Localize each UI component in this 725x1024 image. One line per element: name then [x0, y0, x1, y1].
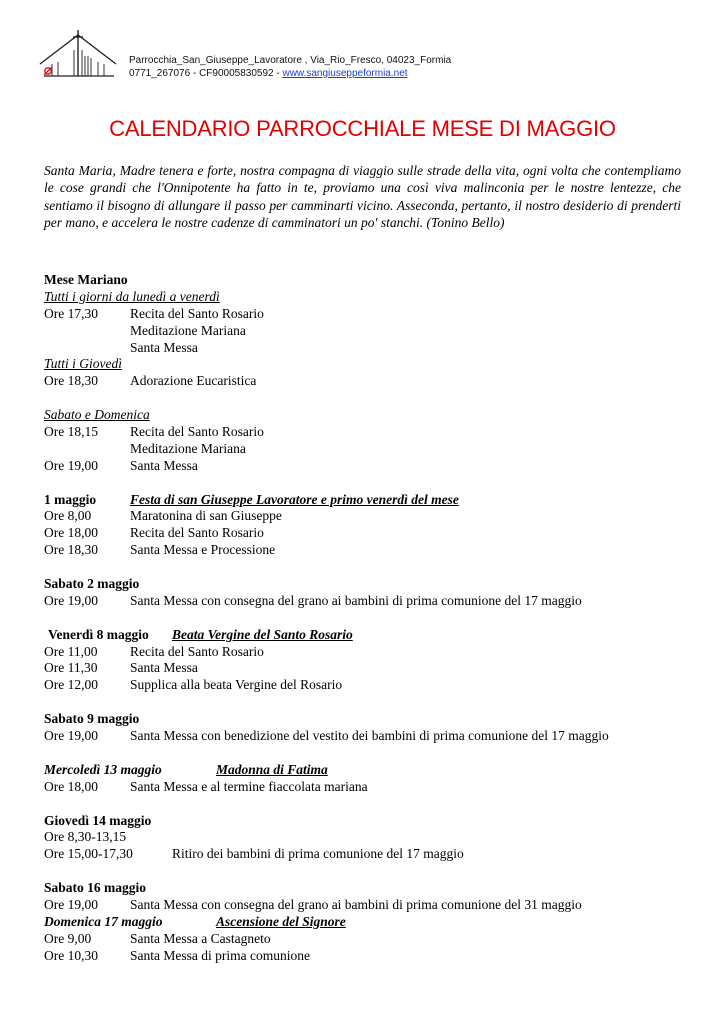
- time: Ore 11,00: [44, 643, 98, 659]
- event-text: Santa Messa: [130, 660, 198, 676]
- feast-title: Beata Vergine del Santo Rosario: [172, 626, 353, 642]
- feast-title: Festa di san Giuseppe Lavoratore e primo venerdì del mese: [130, 491, 459, 507]
- event-text: Maratonina di san Giuseppe: [130, 508, 282, 524]
- event-text: Santa Messa e Processione: [130, 542, 276, 558]
- date: Domenica 17 maggio: [44, 913, 163, 929]
- event-text: Recita del Santo Rosario: [130, 305, 264, 321]
- event-text: Santa Messa e al termine fiaccolata mariana: [130, 778, 368, 794]
- time: Ore 19,00: [44, 592, 98, 608]
- thursday-heading: Tutti i Giovedì: [44, 356, 123, 372]
- time: Ore 18,00: [44, 525, 98, 541]
- time: Ore 18,15: [44, 424, 98, 440]
- page-title: CALENDARIO PARROCCHIALE MESE DI MAGGIO: [109, 116, 616, 141]
- event-text: Santa Messa a Castagneto: [130, 930, 271, 946]
- event-text: Santa Messa con consegna del grano ai bambini di prima comunione del 17 maggio: [130, 592, 582, 608]
- date: Mercoledì 13 maggio: [44, 761, 162, 777]
- intro-quote: Santa Maria, Madre tenera e forte, nostra compagna di viaggio sulle strade della vita, ogni volta che contempliamo le cose grandi che l'Onnipotente ha fatto in te, proviamo una così viva malinconia per le nostre lentezze, che sentiamo il bisogno di allungare il passo per camminarti vicino. Asseconda, pertanto, il nostro desiderio di prenderti per mano, e accelera le nostre cadenze di camminatori un po' stanchi. (Tonino Bello): [44, 163, 681, 231]
- time: Ore 8,00: [44, 508, 92, 524]
- event-text: Meditazione Mariana: [130, 322, 246, 338]
- mariano-heading: Mese Mariano: [44, 272, 128, 287]
- time: Ore 19,00: [44, 896, 98, 912]
- event-text: Recita del Santo Rosario: [130, 424, 264, 440]
- schedule: [44, 272, 694, 965]
- parish-address: Parrocchia_San_Giuseppe_Lavoratore , Via_Rio_Fresco, 04023_Formia: [129, 55, 452, 66]
- event-text: Recita del Santo Rosario: [130, 643, 264, 659]
- event-text: Ritiro dei bambini di prima comunione del 17 maggio: [172, 846, 464, 862]
- date: Venerdì 8 maggio: [48, 626, 149, 642]
- event-text: Meditazione Mariana: [130, 440, 246, 456]
- weekdays-heading: Tutti i giorni da lunedì a venerdì: [44, 288, 220, 304]
- time: Ore 10,30: [44, 947, 98, 963]
- time: Ore 15,00-17,30: [44, 846, 133, 862]
- time: Ore 12,00: [44, 677, 98, 693]
- event-text: Santa Messa con benedizione del vestito dei bambini di prima comunione del 17 maggio: [130, 728, 609, 744]
- time: Ore 18,30: [44, 373, 98, 389]
- phone-fiscal-code: 0771_267076 - CF90005830592 -: [129, 68, 283, 79]
- event-text: Recita del Santo Rosario: [130, 525, 264, 541]
- date: 1 maggio: [44, 491, 97, 507]
- time: Ore 19,00: [44, 457, 98, 473]
- website-link[interactable]: www.sangiuseppeformia.net: [282, 68, 408, 79]
- time: Ore 9,00: [44, 930, 92, 946]
- event-text: Supplica alla beata Vergine del Rosario: [130, 677, 343, 693]
- feast-title: Madonna di Fatima: [216, 761, 328, 777]
- weekend-heading: Sabato e Domenica: [44, 407, 150, 423]
- time: Ore 17,30: [44, 305, 98, 321]
- time: Ore 18,00: [44, 778, 98, 794]
- event-text: Santa Messa di prima comunione: [130, 947, 310, 963]
- time: Ore 11,30: [44, 660, 98, 676]
- event-text: Adorazione Eucaristica: [130, 373, 257, 389]
- event-text: Santa Messa con consegna del grano ai bambini di prima comunione del 31 maggio: [130, 896, 582, 912]
- event-text: Santa Messa: [130, 457, 198, 473]
- date: Sabato 2 maggio: [44, 576, 140, 592]
- time: Ore 19,00: [44, 728, 98, 744]
- time: Ore 18,30: [44, 542, 98, 558]
- date: Giovedì 14 maggio: [44, 812, 152, 828]
- time: Ore 8,30-13,15: [44, 829, 127, 845]
- event-text: Santa Messa: [130, 339, 198, 355]
- parish-contacts: [129, 67, 451, 80]
- parish-header: [129, 54, 451, 80]
- date: Sabato 9 maggio: [44, 711, 140, 727]
- church-logo-icon: [38, 28, 118, 80]
- date: Sabato 16 maggio: [44, 880, 147, 896]
- feast-title: Ascensione del Signore: [216, 913, 346, 929]
